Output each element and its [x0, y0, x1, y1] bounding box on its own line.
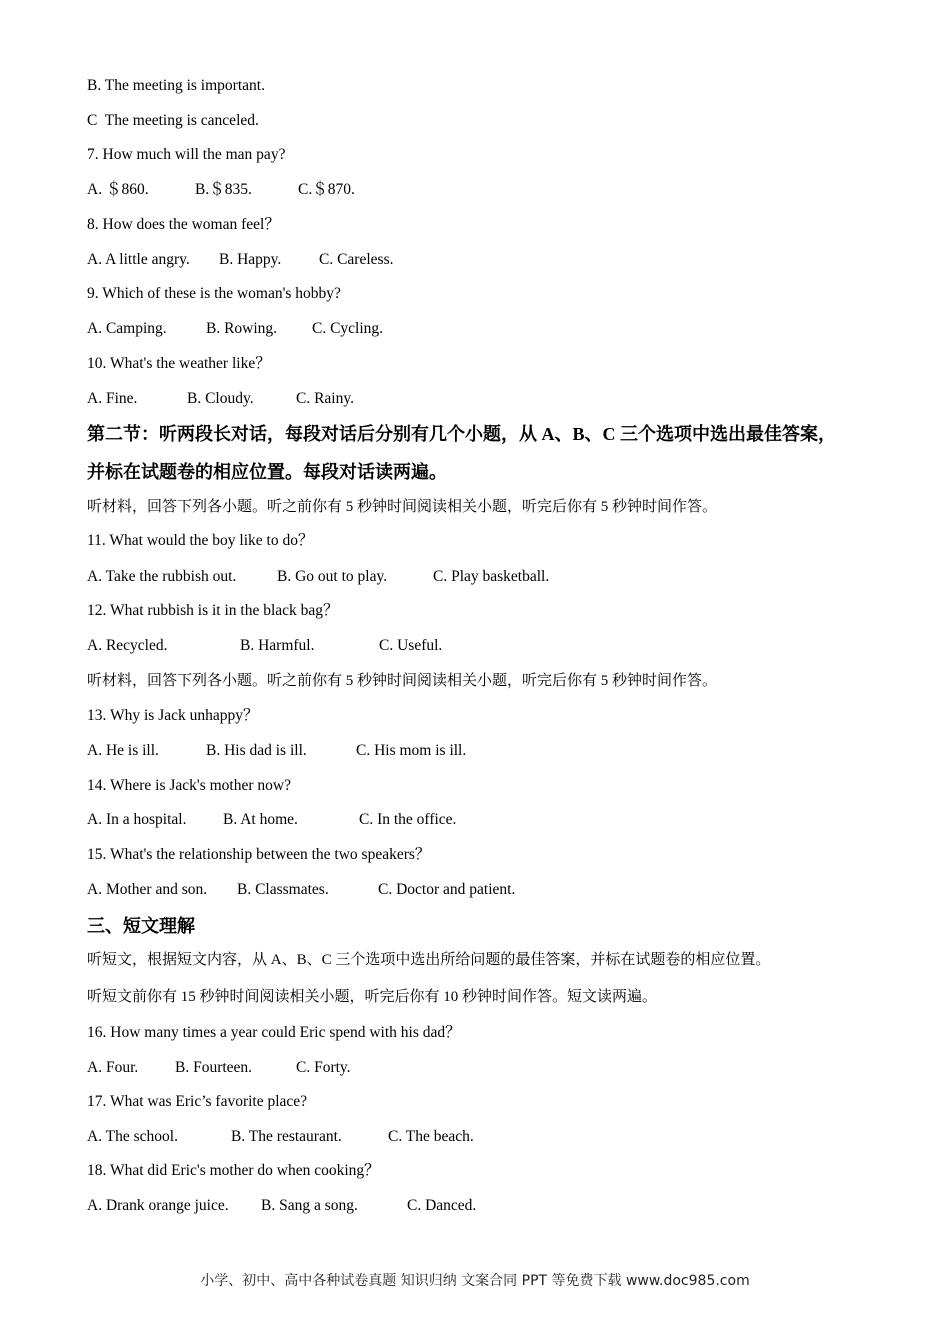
q9-option-b: B. Rowing.: [206, 320, 278, 337]
q17-option-a: A. The school.: [87, 1128, 178, 1145]
q17-option-c: C. The beach.: [388, 1128, 474, 1145]
section-3-heading: 三、短文理解: [87, 916, 195, 936]
q13-option-a: A. He is ill.: [87, 742, 159, 759]
page-footer: 小学、初中、高中各种试卷真题 知识归纳 文案合同 PPT 等免费下载 www.doc985.com: [200, 1273, 750, 1289]
q11-option-c: C. Play basketball.: [433, 568, 550, 585]
question-10: 10. What's the weather like？: [87, 355, 271, 372]
q8-option-b: B. Happy.: [219, 251, 282, 268]
q13-option-c: C. His mom is ill.: [356, 742, 467, 759]
q7-option-a: A. ＄860.: [87, 181, 149, 198]
question-14: 14. Where is Jack's mother now?: [87, 777, 291, 794]
section-2-heading-cont: 并标在试题卷的相应位置。每段对话读两遍。: [87, 462, 447, 482]
q10-option-b: B. Cloudy.: [187, 390, 254, 407]
question-13: 13. Why is Jack unhappy？: [87, 707, 259, 724]
q11-option-a: A. Take the rubbish out.: [87, 568, 237, 585]
q10-option-c: C. Rainy.: [296, 390, 354, 407]
option-line: C The meeting is canceled.: [87, 112, 259, 129]
q10-option-a: A. Fine.: [87, 390, 138, 407]
q14-option-a: A. In a hospital.: [87, 811, 187, 828]
instruction: 听材料，回答下列各小题。听之前你有 5 秒钟时间阅读相关小题，听完后你有 5 秒钟时间作答。: [87, 499, 718, 515]
question-11: 11. What would the boy like to do？: [87, 532, 314, 549]
q8-option-a: A. A little angry.: [87, 251, 190, 268]
instruction: 听短文前你有 15 秒钟时间阅读相关小题，听完后你有 10 秒钟时间作答。短文读两遍。: [87, 989, 658, 1005]
q14-option-b: B. At home.: [223, 811, 298, 828]
question-17: 17. What was Eric’s favorite place?: [87, 1093, 308, 1110]
instruction: 听材料，回答下列各小题。听之前你有 5 秒钟时间阅读相关小题，听完后你有 5 秒钟时间作答。: [87, 673, 718, 689]
q12-option-b: B. Harmful.: [240, 637, 315, 654]
q13-option-b: B. His dad is ill.: [206, 742, 307, 759]
question-9: 9. Which of these is the woman's hobby?: [87, 285, 341, 302]
q14-option-c: C. In the office.: [359, 811, 457, 828]
instruction: 听短文，根据短文内容，从 A、B、C 三个选项中选出所给问题的最佳答案，并标在试题卷的相应位置。: [87, 952, 771, 968]
q11-option-b: B. Go out to play.: [277, 568, 388, 585]
q12-option-a: A. Recycled.: [87, 637, 168, 654]
q15-option-b: B. Classmates.: [237, 881, 329, 898]
q18-option-b: B. Sang a song.: [261, 1197, 358, 1214]
question-16: 16. How many times a year could Eric spend with his dad？: [87, 1024, 461, 1041]
question-12: 12. What rubbish is it in the black bag？: [87, 602, 339, 619]
q9-option-c: C. Cycling.: [312, 320, 384, 337]
q12-option-c: C. Useful.: [379, 637, 443, 654]
q15-option-a: A. Mother and son.: [87, 881, 208, 898]
question-8: 8. How does the woman feel？: [87, 216, 280, 233]
q17-option-b: B. The restaurant.: [231, 1128, 342, 1145]
question-7: 7. How much will the man pay?: [87, 146, 286, 163]
q7-option-c: C.＄870.: [298, 181, 355, 198]
q7-option-b: B.＄835.: [195, 181, 252, 198]
q15-option-c: C. Doctor and patient.: [378, 881, 516, 898]
option-line: B. The meeting is important.: [87, 77, 265, 94]
q16-option-c: C. Forty.: [296, 1059, 351, 1076]
q8-option-c: C. Careless.: [319, 251, 394, 268]
section-2-heading: 第二节：听两段长对话，每段对话后分别有几个小题，从 A、B、C 三个选项中选出最佳答案，: [87, 424, 836, 444]
q16-option-a: A. Four.: [87, 1059, 139, 1076]
q16-option-b: B. Fourteen.: [175, 1059, 253, 1076]
question-15: 15. What's the relationship between the two speakers？: [87, 846, 431, 863]
q18-option-a: A. Drank orange juice.: [87, 1197, 229, 1214]
q18-option-c: C. Danced.: [407, 1197, 477, 1214]
question-18: 18. What did Eric's mother do when cooking？: [87, 1162, 380, 1179]
q9-option-a: A. Camping.: [87, 320, 167, 337]
